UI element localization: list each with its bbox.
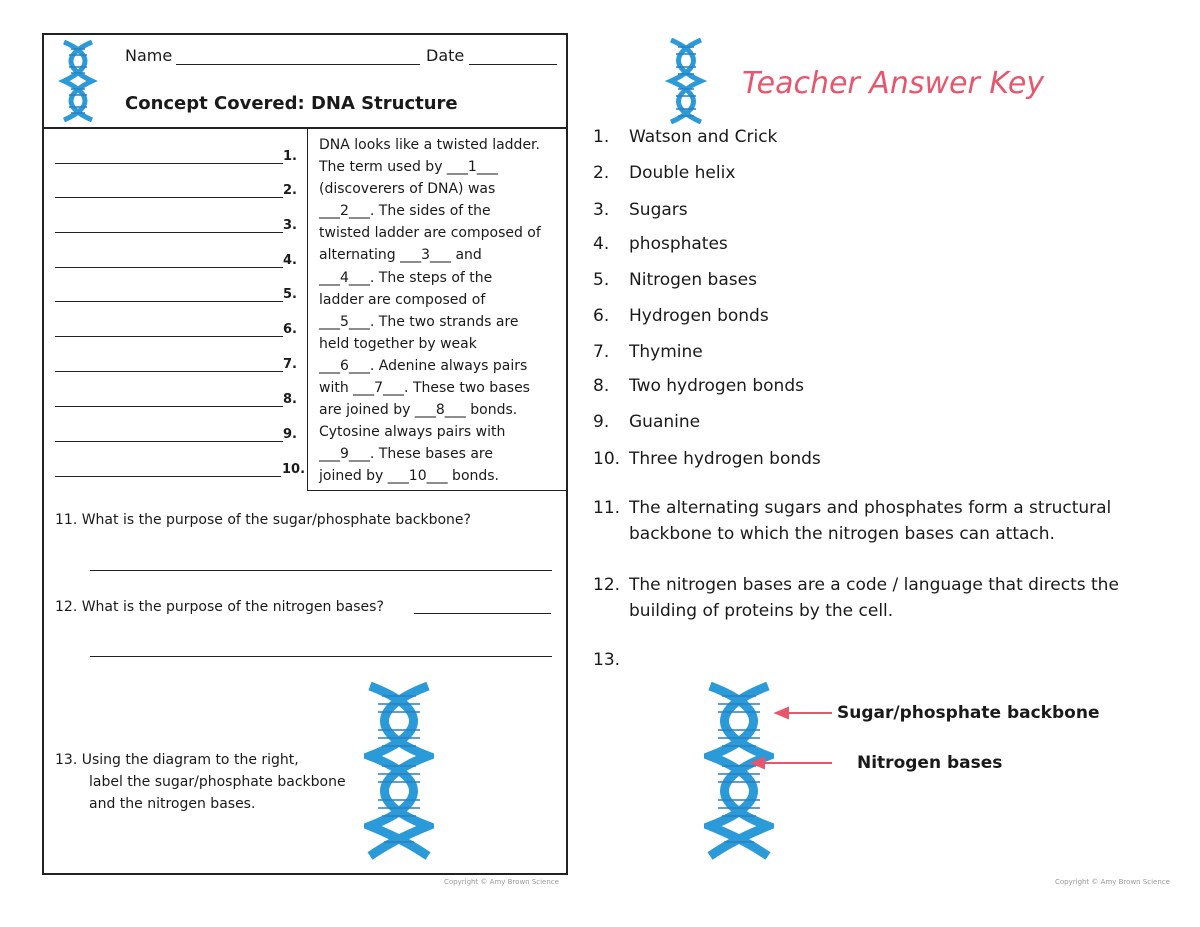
- answer-number: 4.: [593, 234, 610, 254]
- answer-item: [593, 376, 804, 396]
- passage-line: ___9___. These bases are: [319, 446, 493, 463]
- blank-number: 2.: [283, 183, 297, 198]
- answer-number: 6.: [593, 306, 610, 326]
- answer-key-title: Teacher Answer Key: [742, 66, 1045, 101]
- callout-arrows: [740, 700, 840, 780]
- passage-line: ___6___. Adenine always pairs: [319, 357, 528, 374]
- label-backbone: Sugar/phosphate backbone: [837, 703, 1100, 723]
- passage-line: are joined by ___8___ bonds.: [319, 402, 518, 419]
- answer-key-copyright: Copyright © Amy Brown Science: [1055, 878, 1170, 886]
- passage-text: [319, 134, 564, 488]
- answer-text: Double helix: [629, 163, 736, 183]
- blank-line[interactable]: [55, 371, 283, 372]
- passage-line: ___2___. The sides of the: [319, 203, 491, 220]
- passage-line: twisted ladder are composed of: [319, 225, 541, 242]
- passage-line: ___5___. The two strands are: [319, 313, 519, 330]
- blank-line[interactable]: [55, 441, 283, 442]
- answer-number: 10.: [593, 449, 621, 469]
- name-label: Name: [125, 46, 173, 65]
- answer-item: [593, 234, 728, 254]
- blank-line[interactable]: [55, 197, 283, 198]
- answer-number: 2.: [593, 163, 610, 183]
- answer-text: Sugars: [629, 200, 688, 220]
- question-13-line: label the sugar/phosphate backbone: [89, 774, 346, 790]
- label-nitrogen-bases: Nitrogen bases: [857, 753, 1003, 773]
- question-12: 12. What is the purpose of the nitrogen bases?: [55, 599, 384, 615]
- blank-line[interactable]: [55, 163, 283, 164]
- passage-bottom-line: [307, 490, 568, 491]
- answer-number: 8.: [593, 376, 610, 396]
- answer-number: 9.: [593, 412, 610, 432]
- blank-line[interactable]: [55, 232, 283, 233]
- answer-number: 12.: [593, 575, 621, 595]
- answer-12-line: building of proteins by the cell.: [629, 601, 894, 621]
- answer-item: [593, 342, 703, 362]
- worksheet-copyright: Copyright © Amy Brown Science: [444, 878, 559, 886]
- answer-text: Guanine: [629, 412, 701, 432]
- blank-line[interactable]: [55, 406, 283, 407]
- blank-line[interactable]: [55, 336, 283, 337]
- column-divider: [307, 128, 308, 490]
- passage-line: Cytosine always pairs with: [319, 424, 506, 441]
- answer-number: 7.: [593, 342, 610, 362]
- answer-text: Hydrogen bonds: [629, 306, 769, 326]
- answer-12-line: The nitrogen bases are a code / language that directs the: [629, 575, 1119, 595]
- blank-number: 6.: [283, 322, 297, 337]
- answer-item: [593, 127, 777, 147]
- answer-11-line[interactable]: [90, 570, 552, 571]
- passage-line: The term used by ___1___: [319, 159, 498, 176]
- passage-line: joined by ___10___ bonds.: [319, 468, 500, 485]
- passage-line: ___4___. The steps of the: [319, 269, 493, 286]
- answer-12-inline-line[interactable]: [414, 613, 551, 614]
- answer-text: phosphates: [629, 234, 728, 254]
- answer-item: [593, 270, 757, 290]
- dna-logo-icon: [665, 38, 707, 124]
- question-13: [55, 749, 346, 815]
- date-field[interactable]: [469, 64, 557, 65]
- blank-number: 10.: [282, 462, 306, 477]
- question-13-line: and the nitrogen bases.: [89, 796, 256, 812]
- answer-11-line: The alternating sugars and phosphates form a structural: [629, 498, 1112, 518]
- answer-text: Thymine: [629, 342, 703, 362]
- passage-line: with ___7___. These two bases: [319, 380, 530, 397]
- blank-line[interactable]: [55, 301, 283, 302]
- answer-number: 5.: [593, 270, 610, 290]
- concept-title: Concept Covered: DNA Structure: [125, 93, 458, 114]
- answer-12: [593, 572, 1119, 624]
- passage-line: DNA looks like a twisted ladder.: [319, 137, 540, 153]
- answer-text: Two hydrogen bonds: [629, 376, 804, 396]
- answer-item: [593, 449, 821, 469]
- blank-line[interactable]: [55, 476, 281, 477]
- answer-number: 3.: [593, 200, 610, 220]
- answer-text: Watson and Crick: [629, 127, 778, 147]
- passage-line: held together by weak: [319, 335, 477, 352]
- answer-item: [593, 200, 688, 220]
- passage-line: (discoverers of DNA) was: [319, 181, 496, 198]
- blank-number: 3.: [283, 218, 297, 233]
- header-divider: [42, 127, 568, 129]
- answer-number: 1.: [593, 127, 610, 147]
- answer-11-line: backbone to which the nitrogen bases can attach.: [629, 524, 1055, 544]
- answer-12-line[interactable]: [90, 656, 552, 657]
- answer-item: [593, 306, 769, 326]
- answer-number: 11.: [593, 498, 621, 518]
- answer-item: [593, 412, 700, 432]
- blank-number: 4.: [283, 253, 297, 268]
- blank-number: 5.: [283, 287, 297, 302]
- name-field[interactable]: [176, 64, 420, 65]
- question-13-line: 13. Using the diagram to the right,: [55, 752, 299, 768]
- answer-13-number: 13.: [593, 650, 621, 670]
- dna-logo-icon: [58, 40, 98, 122]
- answer-text: Three hydrogen bonds: [629, 449, 821, 469]
- blank-line[interactable]: [55, 267, 283, 268]
- date-label: Date: [426, 46, 465, 65]
- passage-line: ladder are composed of: [319, 291, 486, 308]
- blank-number: 7.: [283, 357, 297, 372]
- blank-number: 8.: [283, 392, 297, 407]
- question-11: 11. What is the purpose of the sugar/phosphate backbone?: [55, 512, 471, 528]
- answer-text: Nitrogen bases: [629, 270, 757, 290]
- passage-line: alternating ___3___ and: [319, 247, 482, 264]
- blank-number: 9.: [283, 427, 297, 442]
- answer-item: [593, 163, 735, 183]
- dna-diagram-icon: [364, 682, 434, 860]
- blank-number: 1.: [283, 149, 297, 164]
- answer-11: [593, 495, 1111, 547]
